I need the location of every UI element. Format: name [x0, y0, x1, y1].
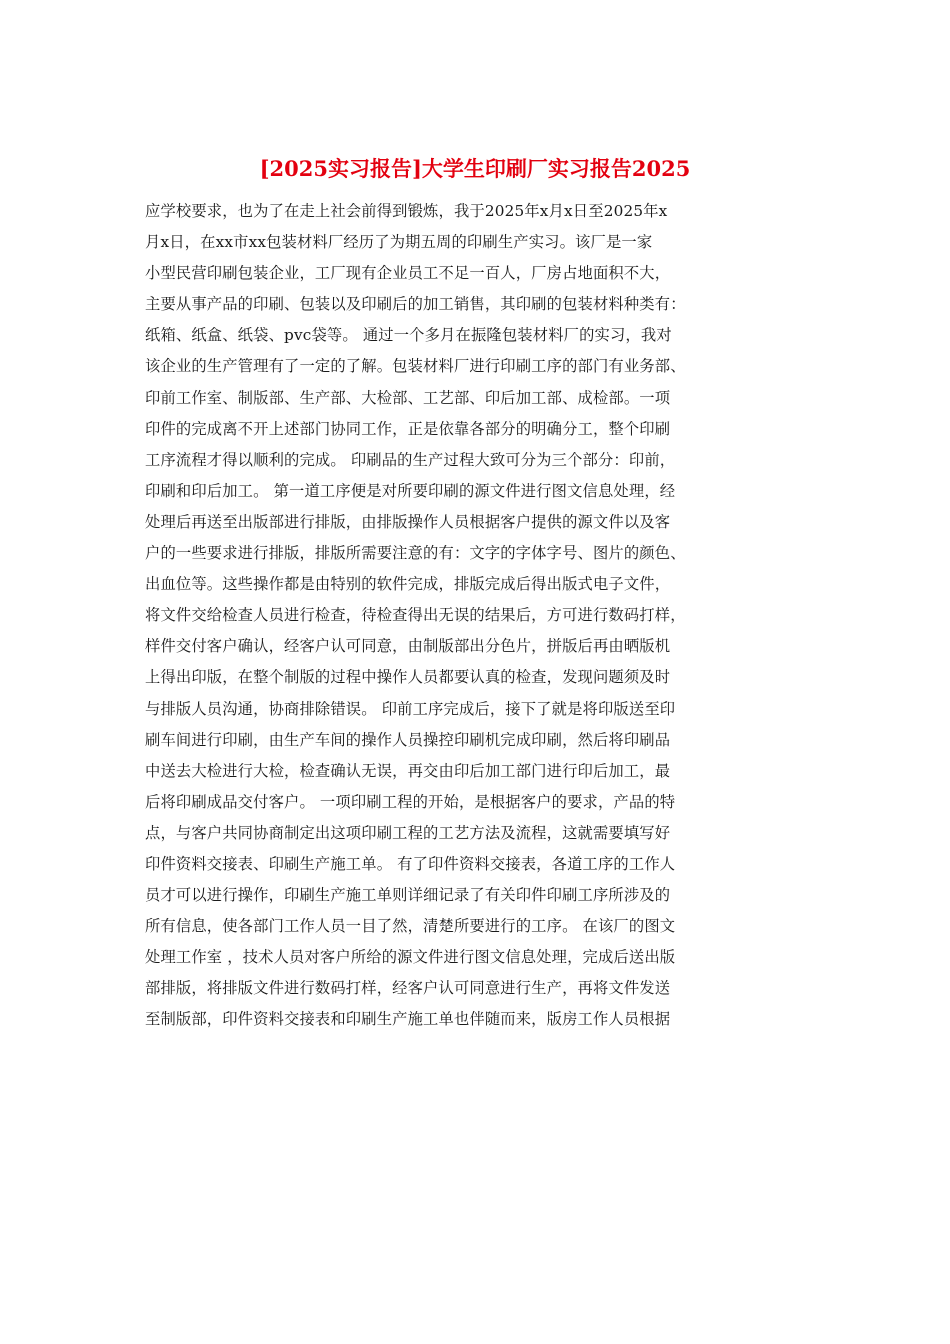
- body-line: 印前工作室、制版部、生产部、大检部、工艺部、印后加工部、成检部。一项: [145, 388, 671, 407]
- body-line: 月x日，在xx市xx包装材料厂经历了为期五周的印刷生产实习。该厂是一家: [145, 233, 653, 252]
- body-line: 样件交付客户确认，经客户认可同意，由制版部出分色片，拼版后再由晒版机: [145, 637, 671, 656]
- body-line: 工序流程才得以顺利的完成。 印刷品的生产过程大致可分为三个部分：印前，: [145, 450, 676, 469]
- body-line: 小型民营印刷包装企业，工厂现有企业员工不足一百人，厂房占地面积不大，: [145, 264, 671, 283]
- body-line: 与排版人员沟通，协商排除错误。 印前工序完成后，接下了就是将印版送至印: [145, 699, 676, 718]
- body-line: 户的一些要求进行排版，排版所需要注意的有：文字的字体字号、图片的颜色、: [145, 544, 686, 563]
- body-line: 该企业的生产管理有了一定的了解。包装材料厂进行印刷工序的部门有业务部、: [145, 357, 686, 376]
- body-line: 印件的完成离不开上述部门协同工作，正是依靠各部分的明确分工，整个印刷: [145, 419, 671, 438]
- body-line: 刷车间进行印刷，由生产车间的操作人员操控印刷机完成印刷，然后将印刷品: [145, 730, 671, 749]
- body-line: 后将印刷成品交付客户。 一项印刷工程的开始，是根据客户的要求，产品的特: [145, 792, 676, 811]
- body-line: 中送去大检进行大检，检查确认无误，再交由印后加工部门进行印后加工，最: [145, 761, 671, 780]
- body-line: 上得出印版，在整个制版的过程中操作人员都要认真的检查，发现问题须及时: [145, 668, 671, 687]
- body-line: 点，与客户共同协商制定出这项印刷工程的工艺方法及流程，这就需要填写好: [145, 823, 671, 842]
- body-line: 主要从事产品的印刷、包装以及印刷后的加工销售，其印刷的包装材料种类有：: [145, 295, 686, 314]
- body-line: 至制版部，印件资料交接表和印刷生产施工单也伴随而来，版房工作人员根据: [145, 1010, 671, 1029]
- document-title: [2025实习报告]大学生印刷厂实习报告2025: [259, 156, 691, 181]
- body-line: 处理工作室 ，技术人员对客户所给的源文件进行图文信息处理，完成后送出版: [145, 948, 676, 967]
- body-line: 所有信息，使各部门工作人员一目了然，清楚所要进行的工序。 在该厂的图文: [145, 917, 676, 936]
- body-line: 员才可以进行操作，印刷生产施工单则详细记录了有关印件印刷工序所涉及的: [145, 886, 671, 905]
- body-line: 应学校要求，也为了在走上社会前得到锻炼，我于2025年x月x日至2025年x: [145, 202, 668, 220]
- document-body: [145, 196, 810, 1036]
- body-line: 将文件交给检查人员进行检查，待检查得出无误的结果后，方可进行数码打样，: [145, 606, 686, 625]
- body-line: 印刷和印后加工。 第一道工序便是对所要印刷的源文件进行图文信息处理，经: [145, 481, 676, 500]
- body-line: 印件资料交接表、印刷生产施工单。 有了印件资料交接表，各道工序的工作人: [145, 854, 676, 873]
- body-line: 纸箱、纸盒、纸袋、pvc袋等。 通过一个多月在振隆包装材料厂的实习，我对: [145, 326, 672, 345]
- body-line: 出血位等。这些操作都是由特别的软件完成，排版完成后得出版式电子文件，: [145, 575, 671, 594]
- body-line: 处理后再送至出版部进行排版，由排版操作人员根据客户提供的源文件以及客: [145, 512, 671, 531]
- body-line: 部排版，将排版文件进行数码打样，经客户认可同意进行生产，再将文件发送: [145, 979, 671, 998]
